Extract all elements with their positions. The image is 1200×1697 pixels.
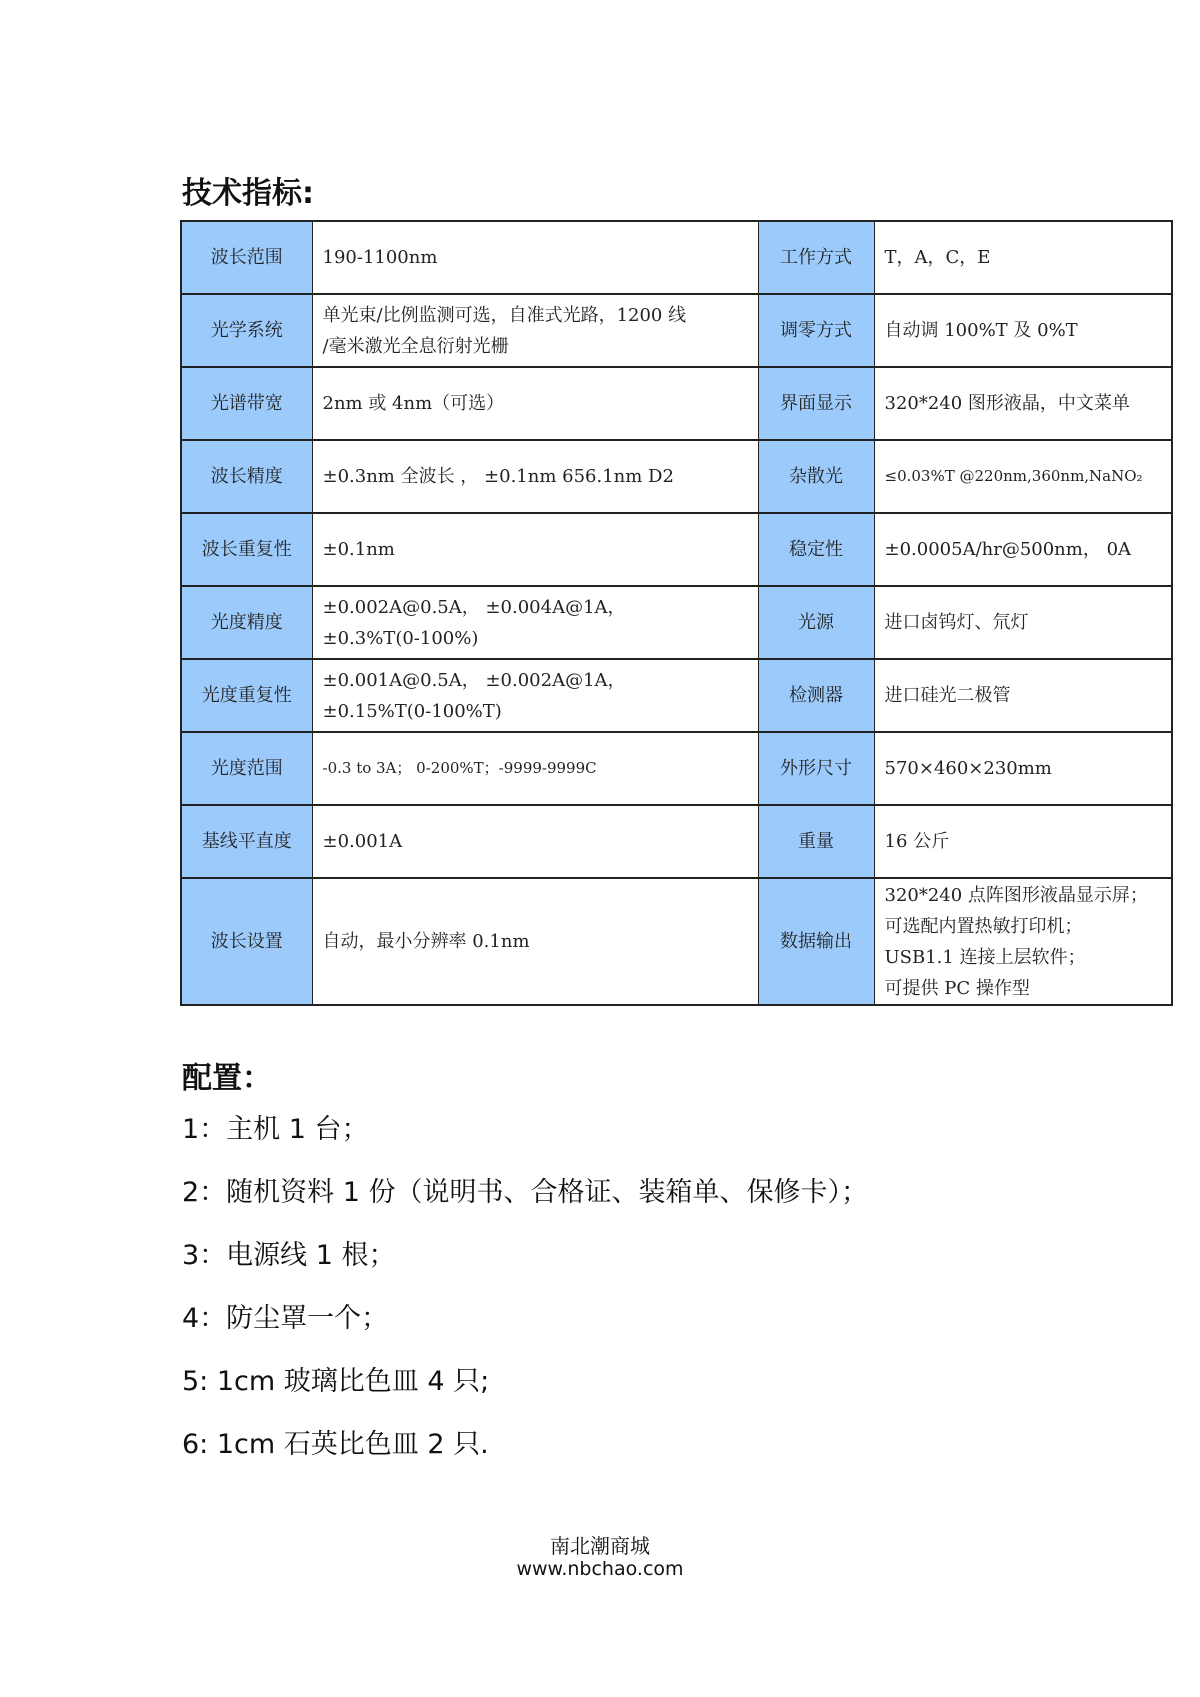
specs-table <box>180 220 1173 1006</box>
specs-heading: 技术指标: <box>182 176 314 211</box>
spec-label: 光度重复性 <box>181 659 312 732</box>
spec-label: 波长重复性 <box>181 513 312 586</box>
spec-label: 光度范围 <box>181 732 312 805</box>
spec-label: 界面显示 <box>758 367 874 440</box>
config-item: 3：电源线 1 根； <box>182 1240 396 1271</box>
spec-value <box>312 586 758 659</box>
spec-row <box>181 659 1172 732</box>
spec-label: 基线平直度 <box>181 805 312 878</box>
spec-value <box>874 294 1172 367</box>
spec-label: 光谱带宽 <box>181 367 312 440</box>
spec-value-line: ±0.002A@0.5A， ±0.004A@1A， <box>322 596 626 618</box>
spec-row <box>181 878 1172 1005</box>
spec-row <box>181 513 1172 586</box>
spec-value-line: 190-1100nm <box>322 247 438 268</box>
spec-row <box>181 805 1172 878</box>
spec-value-line: ±0.3nm 全波长 ， ±0.1nm 656.1nm D2 <box>322 466 674 487</box>
spec-row <box>181 440 1172 513</box>
specs-table-body <box>181 221 1172 1005</box>
spec-label: 光源 <box>758 586 874 659</box>
spec-value-line: 可提供 PC 操作型 <box>884 977 1030 999</box>
spec-label: 数据输出 <box>758 878 874 1005</box>
spec-row <box>181 221 1172 294</box>
spec-value-line: 2nm 或 4nm（可选） <box>322 393 505 414</box>
spec-value <box>874 367 1172 440</box>
spec-value-line: /毫米激光全息衍射光栅 <box>322 335 509 357</box>
spec-value-line: -0.3 to 3A； 0-200%T；-9999-9999C <box>322 759 597 777</box>
spec-value-line: ±0.15%T(0-100%T) <box>322 700 502 722</box>
footer-site-url: www.nbchao.com <box>516 1558 684 1580</box>
spec-label: 光学系统 <box>181 294 312 367</box>
spec-value-line: 570×460×230mm <box>884 758 1052 779</box>
spec-value-line: 可选配内置热敏打印机； <box>884 915 1083 937</box>
spec-value-line: 进口硅光二极管 <box>884 685 1011 706</box>
spec-value <box>312 732 758 805</box>
spec-label: 波长精度 <box>181 440 312 513</box>
spec-value-line: 320*240 图形液晶，中文菜单 <box>884 393 1130 414</box>
spec-value-line: ±0.001A@0.5A， ±0.002A@1A， <box>322 669 626 691</box>
spec-value <box>874 878 1172 1005</box>
spec-value-line: 进口卤钨灯、氘灯 <box>884 612 1029 633</box>
spec-value-line: ±0.001A <box>322 831 403 852</box>
spec-row <box>181 294 1172 367</box>
spec-value <box>874 586 1172 659</box>
spec-value-line: 320*240 点阵图形液晶显示屏； <box>884 884 1148 906</box>
spec-value <box>312 513 758 586</box>
spec-value <box>874 805 1172 878</box>
config-list <box>182 1110 868 1488</box>
config-item: 4：防尘罩一个； <box>182 1303 389 1334</box>
spec-value <box>874 440 1172 513</box>
spec-value <box>312 659 758 732</box>
spec-value-line: 单光束/比例监测可选，自准式光路，1200 线 <box>322 304 687 326</box>
spec-value-line: ≤0.03%T @220nm,360nm,NaNO₂ <box>884 467 1143 485</box>
spec-value-line: ±0.1nm <box>322 539 395 560</box>
spec-value-line: T，A，C，E <box>884 247 991 268</box>
spec-value <box>312 878 758 1005</box>
config-item: 2：随机资料 1 份（说明书、合格证、装箱单、保修卡）； <box>182 1177 869 1208</box>
spec-row <box>181 732 1172 805</box>
spec-value <box>312 367 758 440</box>
spec-value <box>312 805 758 878</box>
config-heading: 配置： <box>182 1061 272 1096</box>
spec-value-line: USB1.1 连接上层软件； <box>884 946 1086 968</box>
spec-label: 波长范围 <box>181 221 312 294</box>
spec-value <box>874 732 1172 805</box>
spec-label: 工作方式 <box>758 221 874 294</box>
spec-label: 光度精度 <box>181 586 312 659</box>
spec-value-line: 自动，最小分辨率 0.1nm <box>322 931 530 952</box>
spec-label: 稳定性 <box>758 513 874 586</box>
spec-value-line: 16 公斤 <box>884 831 950 852</box>
spec-label: 检测器 <box>758 659 874 732</box>
config-item: 6: 1cm 石英比色皿 2 只. <box>182 1429 489 1460</box>
spec-row <box>181 367 1172 440</box>
footer-site-name: 南北潮商城 <box>550 1534 650 1558</box>
config-item: 1：主机 1 台； <box>182 1114 369 1145</box>
spec-value <box>312 440 758 513</box>
spec-label: 外形尺寸 <box>758 732 874 805</box>
spec-value-line: ±0.0005A/hr@500nm， 0A <box>884 539 1132 560</box>
spec-value <box>312 294 758 367</box>
spec-label: 波长设置 <box>181 878 312 1005</box>
spec-label: 杂散光 <box>758 440 874 513</box>
spec-value-line: ±0.3%T(0-100%) <box>322 627 479 649</box>
spec-label: 调零方式 <box>758 294 874 367</box>
spec-value-line: 自动调 100%T 及 0%T <box>884 320 1078 341</box>
spec-row <box>181 586 1172 659</box>
spec-value <box>874 513 1172 586</box>
spec-label: 重量 <box>758 805 874 878</box>
spec-value <box>874 659 1172 732</box>
config-item: 5: 1cm 玻璃比色皿 4 只; <box>182 1366 490 1397</box>
spec-value <box>312 221 758 294</box>
spec-value <box>874 221 1172 294</box>
